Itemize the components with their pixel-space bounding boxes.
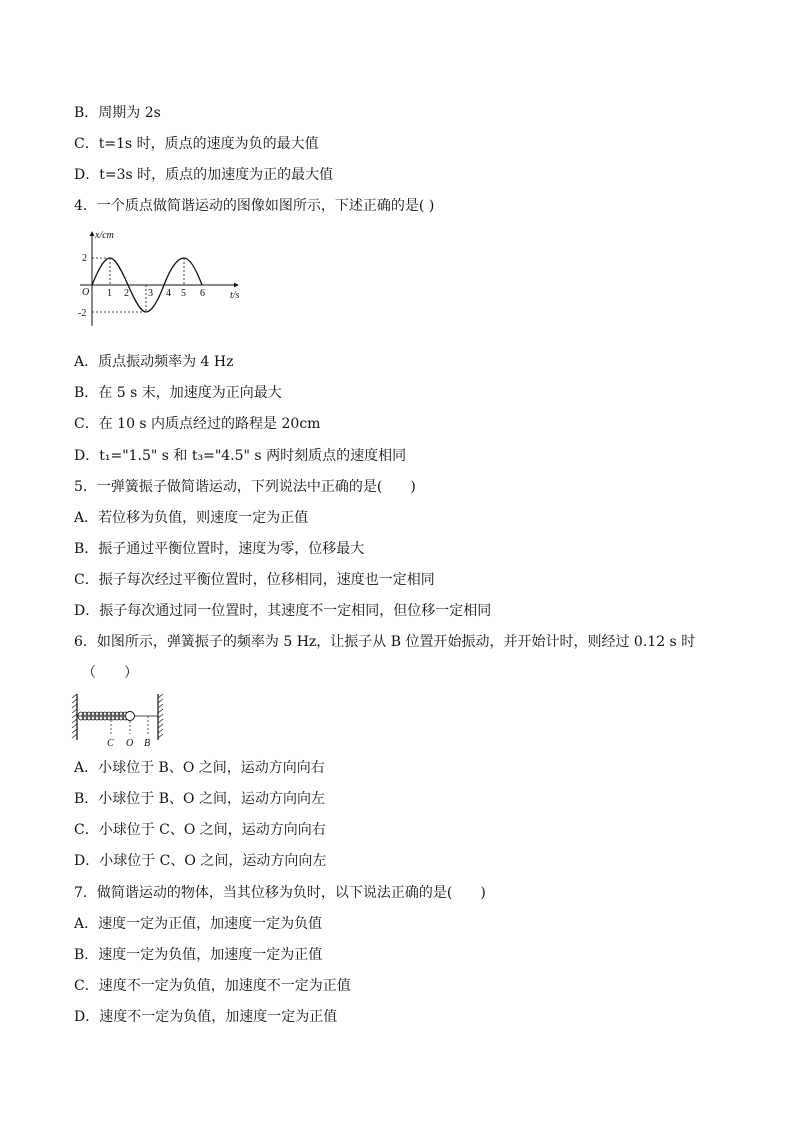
option-6d: D．小球位于 C、O 之间，运动方向向左 — [74, 853, 327, 869]
option-7a: A．速度一定为正值，加速度一定为负值 — [74, 916, 323, 932]
option-4a: A．质点振动频率为 4 Hz — [74, 354, 234, 370]
option-5d: D．振子每次通过同一位置时，其速度不一定相同，但位移一定相同 — [74, 603, 492, 619]
option-3c: C．t=1s 时，质点的速度为负的最大值 — [74, 136, 319, 152]
sine-graph-figure — [70, 226, 250, 338]
spring-oscillator-figure — [70, 690, 170, 750]
question-6-stem: 6．如图所示，弹簧振子的频率为 5 Hz，让振子从 B 位置开始振动，并开始计时，则经过 0.12 s 时 — [74, 634, 696, 650]
x-tick-5: 5 — [181, 288, 186, 299]
y-tick-2: 2 — [82, 253, 87, 264]
right-wall-hatch — [158, 694, 163, 738]
option-6b: B．小球位于 B、O 之间，运动方向向左 — [74, 791, 325, 807]
option-3b: B．周期为 2s — [74, 105, 161, 121]
label-b: B — [144, 738, 151, 749]
x-tick-4: 4 — [166, 288, 171, 299]
label-o: O — [126, 738, 134, 749]
label-c: C — [107, 738, 114, 749]
x-tick-3: 3 — [148, 288, 153, 299]
option-4d: D．t₁="1.5" s 和 t₃="4.5" s 两时刻质点的速度相同 — [74, 448, 407, 464]
option-7c: C．速度不一定为负值，加速度不一定为正值 — [74, 978, 351, 994]
option-5b: B．振子通过平衡位置时，速度为零，位移最大 — [74, 541, 365, 557]
x-axis-label: t/s — [230, 290, 240, 301]
x-tick-1: 1 — [107, 288, 112, 299]
option-5c: C．振子每次经过平衡位置时，位移相同，速度也一定相同 — [74, 572, 435, 588]
question-7-stem: 7．做简谐运动的物体，当其位移为负时，以下说法正确的是( ) — [74, 885, 486, 901]
y-axis-label: x/cm — [95, 230, 114, 241]
question-4-stem: 4．一个质点做简谐运动的图像如图所示，下述正确的是( ) — [74, 198, 435, 214]
x-tick-6: 6 — [200, 288, 205, 299]
question-5-stem: 5．一弹簧振子做简谐运动，下列说法中正确的是( ) — [74, 479, 416, 495]
x-tick-2: 2 — [124, 288, 129, 299]
option-4c: C．在 10 s 内质点经过的路程是 20cm — [74, 416, 321, 432]
question-6-blank: （ ） — [82, 665, 138, 681]
origin-label: O — [82, 287, 90, 298]
option-7d: D．速度不一定为负值，加速度一定为正值 — [74, 1009, 338, 1025]
option-6a: A．小球位于 B、O 之间，运动方向向右 — [74, 760, 325, 776]
option-5a: A．若位移为负值，则速度一定为正值 — [74, 510, 309, 526]
option-3d: D．t=3s 时，质点的加速度为正的最大值 — [74, 167, 334, 183]
ball — [126, 712, 135, 721]
option-6c: C．小球位于 C、O 之间，运动方向向右 — [74, 822, 326, 838]
option-4b: B．在 5 s 末，加速度为正向最大 — [74, 385, 282, 401]
y-tick-neg2: -2 — [78, 308, 87, 319]
left-wall-hatch — [72, 694, 77, 738]
option-7b: B．速度一定为负值，加速度一定为正值 — [74, 947, 323, 963]
